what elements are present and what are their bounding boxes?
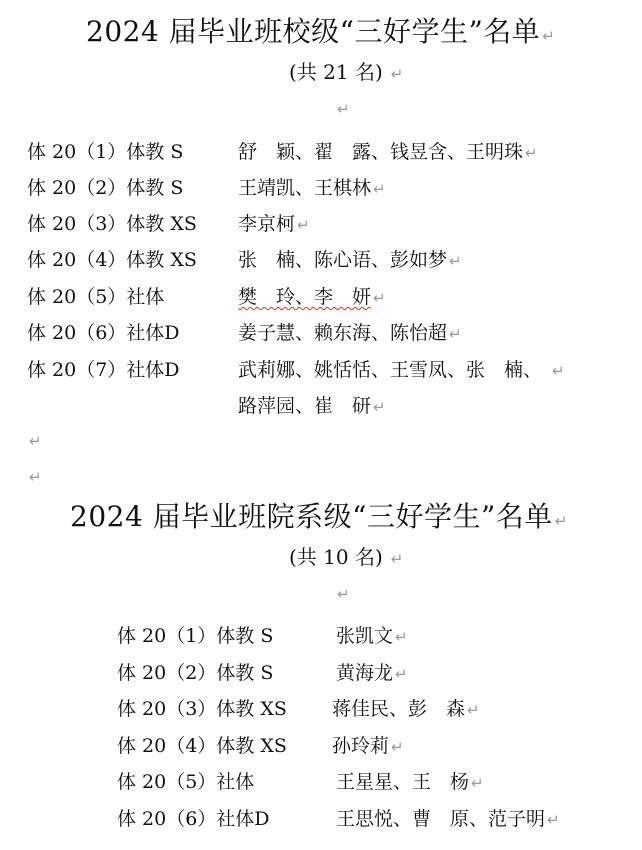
school-row-names [238, 211, 310, 238]
names-text: 王星星、王 杨 [336, 771, 470, 793]
empty-paragraph-mark-icon: ↵ [337, 585, 350, 603]
empty-paragraph-mark-icon: ↵ [337, 100, 350, 118]
department-list-count-text: (共 10 名) [289, 545, 383, 569]
paragraph-mark-icon: ↵ [547, 811, 560, 829]
paragraph-mark-icon: ↵ [390, 65, 404, 83]
department-row-names [336, 806, 560, 833]
paragraph-mark-icon: ↵ [373, 398, 386, 416]
school-row-names-continued [238, 393, 386, 420]
paragraph-mark-icon: ↵ [395, 665, 408, 683]
department-row-class: 体 20（5）社体 [117, 771, 255, 793]
names-text: 蒋佳民、彭 森 [332, 698, 466, 720]
school-row-class: 体 20（2）体教 S [27, 177, 184, 199]
paragraph-mark-icon: ↵ [467, 701, 480, 719]
department-row-class: 体 20（2）体教 S [117, 662, 274, 684]
names-text: 张 楠、陈心语、彭如梦 [238, 249, 448, 271]
paragraph-mark-icon: ↵ [449, 325, 462, 343]
empty-paragraph-mark-icon: ↵ [29, 432, 42, 450]
school-list-count-text: (共 21 名) [289, 60, 383, 84]
paragraph-mark-icon: ↵ [552, 362, 565, 380]
names-text: 舒 颖、翟 露、钱昱含、王明珠 [238, 141, 524, 163]
school-row-class: 体 20（3）体教 XS [27, 213, 197, 235]
school-list-title [86, 14, 555, 54]
names-text: 李京柯 [238, 213, 296, 235]
department-row-class: 体 20（1）体教 S [117, 625, 274, 647]
school-list-count [289, 59, 403, 87]
school-row-class: 体 20（5）社体 [27, 286, 165, 308]
school-row-class: 体 20（1）体教 S [27, 141, 184, 163]
school-row-class: 体 20（4）体教 XS [27, 249, 197, 271]
department-list-title-text: 2024 届毕业班院系级“三好学生”名单 [70, 500, 553, 533]
paragraph-mark-icon: ↵ [395, 628, 408, 646]
department-list-count [289, 544, 403, 572]
department-row-names [336, 623, 408, 650]
paragraph-mark-icon: ↵ [391, 738, 404, 756]
school-row-class: 体 20（7）社体D [27, 359, 180, 381]
department-row-names [336, 660, 408, 687]
names-text: 孙玲莉 [332, 735, 390, 757]
school-row-names [238, 175, 386, 202]
names-text: 王思悦、曹 原、范子明 [336, 808, 546, 830]
department-row-names [332, 696, 480, 723]
paragraph-mark-icon: ↵ [449, 252, 462, 270]
department-row-names [332, 733, 404, 760]
paragraph-mark-icon: ↵ [471, 774, 484, 792]
names-text: 武莉娜、姚恬恬、王雪凤、张 楠、 [238, 359, 543, 381]
department-row-class: 体 20（4）体教 XS [117, 735, 287, 757]
department-row-class: 体 20（3）体教 XS [117, 698, 287, 720]
names-text: 姜子慧、赖东海、陈怡超 [238, 322, 448, 344]
paragraph-mark-icon: ↵ [297, 216, 310, 234]
school-row-names [238, 284, 386, 311]
school-row-names [238, 320, 462, 347]
school-row-class: 体 20（6）社体D [27, 322, 180, 344]
names-text: 王靖凯、王棋林 [238, 177, 372, 199]
paragraph-mark-icon: ↵ [542, 27, 556, 45]
names-text: 黄海龙 [336, 662, 394, 684]
paragraph-mark-icon: ↵ [373, 289, 386, 307]
school-row-names [238, 357, 565, 384]
paragraph-mark-icon: ↵ [525, 144, 538, 162]
school-row-names [238, 247, 462, 274]
paragraph-mark-icon: ↵ [390, 550, 404, 568]
empty-paragraph-mark-icon: ↵ [29, 468, 42, 486]
school-list-title-text: 2024 届毕业班校级“三好学生”名单 [86, 15, 541, 48]
names-text: 路萍园、崔 研 [238, 395, 372, 417]
department-list-title [70, 499, 568, 539]
department-row-names [336, 769, 484, 796]
department-row-class: 体 20（6）社体D [117, 808, 270, 830]
names-text: 樊 玲、李 妍 [238, 286, 372, 308]
school-row-names [238, 139, 538, 166]
paragraph-mark-icon: ↵ [554, 512, 568, 530]
paragraph-mark-icon: ↵ [373, 180, 386, 198]
names-text: 张凯文 [336, 625, 394, 647]
